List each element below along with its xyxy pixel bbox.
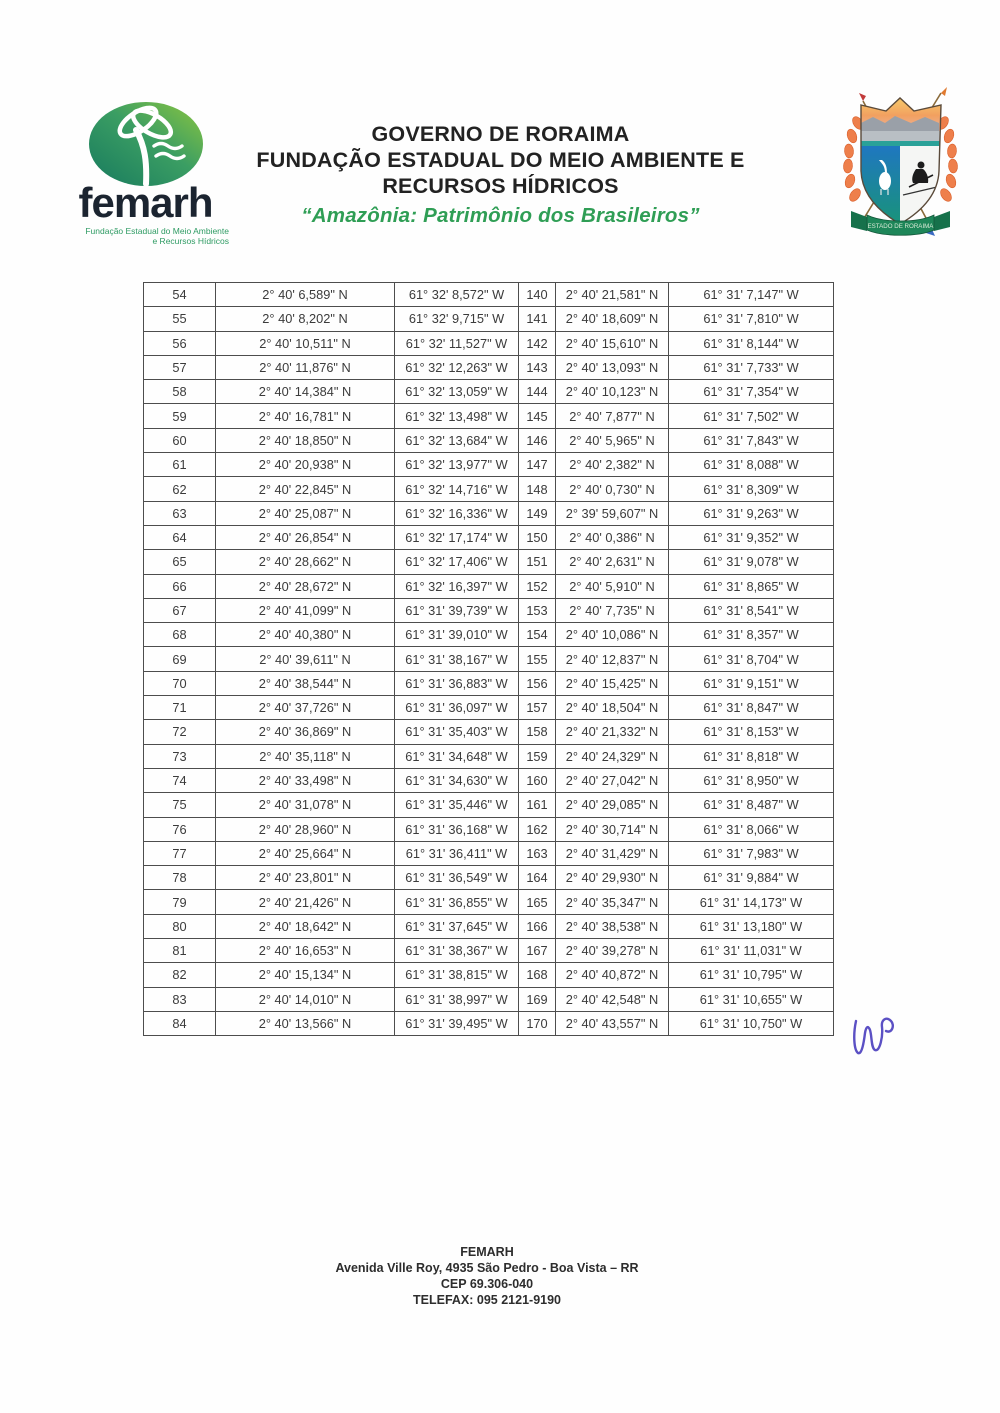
table-cell: 61° 31' 8,704" W <box>669 647 834 671</box>
table-cell: 2° 40' 21,332" N <box>556 720 669 744</box>
roraima-coat-of-arms-icon <box>833 83 968 238</box>
table-cell: 2° 40' 16,781" N <box>216 404 395 428</box>
table-row <box>144 574 834 598</box>
table-cell: 61° 31' 9,263" W <box>669 501 834 525</box>
table-row <box>144 963 834 987</box>
footer-address: Avenida Ville Roy, 4935 São Pedro - Boa Vista – RR <box>335 1261 639 1275</box>
table-row <box>144 380 834 404</box>
table-row <box>144 428 834 452</box>
table-cell: 61° 31' 36,549" W <box>395 866 519 890</box>
table-cell: 2° 40' 18,609" N <box>556 307 669 331</box>
table-cell: 61° 31' 7,733" W <box>669 355 834 379</box>
table-cell: 73 <box>144 744 216 768</box>
table-cell: 62 <box>144 477 216 501</box>
table-cell: 61° 31' 8,309" W <box>669 477 834 501</box>
table-cell: 2° 40' 24,329" N <box>556 744 669 768</box>
table-cell: 2° 40' 25,087" N <box>216 501 395 525</box>
table-row <box>144 696 834 720</box>
table-cell: 54 <box>144 283 216 307</box>
table-cell: 2° 40' 21,581" N <box>556 283 669 307</box>
table-cell: 61° 31' 36,097" W <box>395 696 519 720</box>
table-cell: 61° 32' 12,263" W <box>395 355 519 379</box>
table-cell: 61° 31' 36,883" W <box>395 671 519 695</box>
table-cell: 61° 31' 39,739" W <box>395 598 519 622</box>
table-cell: 71 <box>144 696 216 720</box>
table-cell: 61° 31' 34,630" W <box>395 768 519 792</box>
table-cell: 2° 40' 10,511" N <box>216 331 395 355</box>
table-cell: 74 <box>144 768 216 792</box>
roraima-coat-of-arms <box>833 83 968 238</box>
table-cell: 61° 32' 13,977" W <box>395 453 519 477</box>
table-cell: 2° 40' 28,960" N <box>216 817 395 841</box>
table-cell: 2° 40' 12,837" N <box>556 647 669 671</box>
table-cell: 142 <box>519 331 556 355</box>
table-cell: 61° 32' 13,498" W <box>395 404 519 428</box>
table-cell: 2° 40' 30,714" N <box>556 817 669 841</box>
table-cell: 2° 40' 2,382" N <box>556 453 669 477</box>
table-cell: 61° 32' 11,527" W <box>395 331 519 355</box>
table-cell: 61° 32' 13,684" W <box>395 428 519 452</box>
table-cell: 2° 39' 59,607" N <box>556 501 669 525</box>
table-row <box>144 817 834 841</box>
table-cell: 61° 31' 10,655" W <box>669 987 834 1011</box>
table-cell: 79 <box>144 890 216 914</box>
table-cell: 60 <box>144 428 216 452</box>
table-cell: 165 <box>519 890 556 914</box>
table-cell: 2° 40' 41,099" N <box>216 598 395 622</box>
table-cell: 144 <box>519 380 556 404</box>
table-cell: 2° 40' 33,498" N <box>216 768 395 792</box>
femarh-caption <box>58 226 233 246</box>
table-cell: 64 <box>144 525 216 549</box>
table-cell: 2° 40' 16,653" N <box>216 939 395 963</box>
table-cell: 61° 31' 7,502" W <box>669 404 834 428</box>
table-cell: 61 <box>144 453 216 477</box>
table-cell: 61° 31' 38,367" W <box>395 939 519 963</box>
table-cell: 2° 40' 15,134" N <box>216 963 395 987</box>
table-cell: 61° 31' 10,750" W <box>669 1011 834 1035</box>
table-cell: 61° 32' 16,397" W <box>395 574 519 598</box>
table-cell: 2° 40' 18,642" N <box>216 914 395 938</box>
table-cell: 2° 40' 15,425" N <box>556 671 669 695</box>
table-row <box>144 744 834 768</box>
table-cell: 76 <box>144 817 216 841</box>
table-cell: 61° 32' 14,716" W <box>395 477 519 501</box>
table-cell: 2° 40' 27,042" N <box>556 768 669 792</box>
table-cell: 61° 31' 8,487" W <box>669 793 834 817</box>
femarh-logo <box>58 100 233 246</box>
table-cell: 61° 31' 8,865" W <box>669 574 834 598</box>
table-cell: 145 <box>519 404 556 428</box>
table-cell: 65 <box>144 550 216 574</box>
table-cell: 2° 40' 14,384" N <box>216 380 395 404</box>
table-cell: 61° 31' 36,855" W <box>395 890 519 914</box>
table-row <box>144 1011 834 1035</box>
table-row <box>144 939 834 963</box>
table-cell: 2° 40' 5,965" N <box>556 428 669 452</box>
table-row <box>144 987 834 1011</box>
table-cell: 75 <box>144 793 216 817</box>
table-row <box>144 623 834 647</box>
table-cell: 61° 31' 35,446" W <box>395 793 519 817</box>
table-cell: 150 <box>519 525 556 549</box>
table-cell: 2° 40' 20,938" N <box>216 453 395 477</box>
table-cell: 82 <box>144 963 216 987</box>
table-cell: 61° 31' 7,843" W <box>669 428 834 452</box>
table-cell: 83 <box>144 987 216 1011</box>
footer-org-name: FEMARH <box>460 1245 514 1259</box>
table-cell: 160 <box>519 768 556 792</box>
table-cell: 61° 31' 8,144" W <box>669 331 834 355</box>
table-cell: 143 <box>519 355 556 379</box>
table-cell: 61° 31' 8,950" W <box>669 768 834 792</box>
table-cell: 61° 31' 36,168" W <box>395 817 519 841</box>
table-cell: 63 <box>144 501 216 525</box>
table-cell: 147 <box>519 453 556 477</box>
table-cell: 2° 40' 29,085" N <box>556 793 669 817</box>
table-cell: 81 <box>144 939 216 963</box>
table-cell: 80 <box>144 914 216 938</box>
table-cell: 61° 32' 16,336" W <box>395 501 519 525</box>
table-cell: 61° 31' 39,010" W <box>395 623 519 647</box>
table-cell: 61° 31' 8,357" W <box>669 623 834 647</box>
table-cell: 55 <box>144 307 216 331</box>
table-row <box>144 331 834 355</box>
table-cell: 166 <box>519 914 556 938</box>
table-cell: 2° 40' 38,538" N <box>556 914 669 938</box>
table-cell: 156 <box>519 671 556 695</box>
coat-of-arms-banner-text: ESTADO DE RORAIMA <box>867 223 934 230</box>
table-cell: 154 <box>519 623 556 647</box>
table-cell: 61° 31' 8,818" W <box>669 744 834 768</box>
table-cell: 2° 40' 11,876" N <box>216 355 395 379</box>
table-cell: 169 <box>519 987 556 1011</box>
table-cell: 2° 40' 35,347" N <box>556 890 669 914</box>
table-cell: 2° 40' 22,845" N <box>216 477 395 501</box>
handwritten-ink-mark <box>848 1005 900 1069</box>
table-cell: 61° 31' 7,354" W <box>669 380 834 404</box>
table-cell: 61° 32' 8,572" W <box>395 283 519 307</box>
table-row <box>144 866 834 890</box>
table-cell: 2° 40' 40,872" N <box>556 963 669 987</box>
table-row <box>144 283 834 307</box>
table-cell: 155 <box>519 647 556 671</box>
table-cell: 2° 40' 13,566" N <box>216 1011 395 1035</box>
table-cell: 2° 40' 37,726" N <box>216 696 395 720</box>
table-cell: 69 <box>144 647 216 671</box>
table-row <box>144 671 834 695</box>
table-cell: 167 <box>519 939 556 963</box>
table-cell: 61° 31' 9,151" W <box>669 671 834 695</box>
table-cell: 152 <box>519 574 556 598</box>
table-row <box>144 914 834 938</box>
table-cell: 2° 40' 15,610" N <box>556 331 669 355</box>
table-cell: 61° 32' 13,059" W <box>395 380 519 404</box>
table-cell: 2° 40' 40,380" N <box>216 623 395 647</box>
table-cell: 2° 40' 28,662" N <box>216 550 395 574</box>
table-cell: 2° 40' 5,910" N <box>556 574 669 598</box>
table-cell: 61° 31' 38,815" W <box>395 963 519 987</box>
footer <box>0 1244 974 1308</box>
table-cell: 61° 31' 9,884" W <box>669 866 834 890</box>
table-cell: 159 <box>519 744 556 768</box>
table-cell: 61° 31' 13,180" W <box>669 914 834 938</box>
table-cell: 61° 31' 8,088" W <box>669 453 834 477</box>
table-row <box>144 841 834 865</box>
table-cell: 163 <box>519 841 556 865</box>
footer-cep: CEP 69.306-040 <box>440 1277 534 1291</box>
femarh-wordmark: femarh <box>78 179 213 226</box>
table-cell: 57 <box>144 355 216 379</box>
table-cell: 164 <box>519 866 556 890</box>
table-row <box>144 647 834 671</box>
table-cell: 61° 32' 17,174" W <box>395 525 519 549</box>
table-cell: 157 <box>519 696 556 720</box>
femarh-caption-line2: e Recursos Hídricos <box>152 236 229 247</box>
table-row <box>144 768 834 792</box>
table-cell: 2° 40' 8,202" N <box>216 307 395 331</box>
table-cell: 2° 40' 31,078" N <box>216 793 395 817</box>
table-row <box>144 720 834 744</box>
table-cell: 151 <box>519 550 556 574</box>
coordinates-table-body <box>144 283 834 1036</box>
table-row <box>144 890 834 914</box>
table-row <box>144 598 834 622</box>
table-cell: 148 <box>519 477 556 501</box>
table-cell: 2° 40' 18,504" N <box>556 696 669 720</box>
letterhead-titles <box>228 122 773 228</box>
table-cell: 77 <box>144 841 216 865</box>
table-cell: 84 <box>144 1011 216 1035</box>
table-cell: 61° 31' 37,645" W <box>395 914 519 938</box>
table-row <box>144 307 834 331</box>
table-cell: 68 <box>144 623 216 647</box>
table-cell: 61° 31' 14,173" W <box>669 890 834 914</box>
table-cell: 59 <box>144 404 216 428</box>
table-cell: 72 <box>144 720 216 744</box>
table-cell: 170 <box>519 1011 556 1035</box>
table-cell: 61° 31' 8,541" W <box>669 598 834 622</box>
table-cell: 2° 40' 36,869" N <box>216 720 395 744</box>
table-row <box>144 550 834 574</box>
table-cell: 67 <box>144 598 216 622</box>
table-cell: 149 <box>519 501 556 525</box>
table-cell: 2° 40' 2,631" N <box>556 550 669 574</box>
table-row <box>144 355 834 379</box>
table-cell: 2° 40' 21,426" N <box>216 890 395 914</box>
table-cell: 66 <box>144 574 216 598</box>
org-title-line1: GOVERNO DE RORAIMA <box>371 122 630 146</box>
table-row <box>144 453 834 477</box>
table-cell: 2° 40' 0,730" N <box>556 477 669 501</box>
table-cell: 61° 31' 36,411" W <box>395 841 519 865</box>
table-cell: 2° 40' 31,429" N <box>556 841 669 865</box>
table-cell: 61° 31' 7,810" W <box>669 307 834 331</box>
table-cell: 162 <box>519 817 556 841</box>
table-cell: 2° 40' 23,801" N <box>216 866 395 890</box>
table-cell: 2° 40' 13,093" N <box>556 355 669 379</box>
table-cell: 61° 31' 34,648" W <box>395 744 519 768</box>
table-cell: 61° 31' 35,403" W <box>395 720 519 744</box>
org-title-line2: FUNDAÇÃO ESTADUAL DO MEIO AMBIENTE E <box>256 147 745 172</box>
table-cell: 61° 31' 10,795" W <box>669 963 834 987</box>
table-cell: 140 <box>519 283 556 307</box>
table-cell: 2° 40' 29,930" N <box>556 866 669 890</box>
table-cell: 153 <box>519 598 556 622</box>
org-title-line3: RECURSOS HÍDRICOS <box>382 173 619 198</box>
table-cell: 61° 31' 38,167" W <box>395 647 519 671</box>
table-row <box>144 501 834 525</box>
table-cell: 161 <box>519 793 556 817</box>
table-cell: 78 <box>144 866 216 890</box>
femarh-caption-line1: Fundação Estadual do Meio Ambiente <box>85 226 229 236</box>
table-row <box>144 793 834 817</box>
table-cell: 2° 40' 25,664" N <box>216 841 395 865</box>
table-cell: 2° 40' 7,735" N <box>556 598 669 622</box>
table-cell: 141 <box>519 307 556 331</box>
table-cell: 2° 40' 14,010" N <box>216 987 395 1011</box>
table-cell: 2° 40' 39,611" N <box>216 647 395 671</box>
table-cell: 61° 31' 38,997" W <box>395 987 519 1011</box>
table-cell: 2° 40' 10,086" N <box>556 623 669 647</box>
table-cell: 70 <box>144 671 216 695</box>
table-cell: 2° 40' 18,850" N <box>216 428 395 452</box>
table-cell: 61° 31' 8,066" W <box>669 817 834 841</box>
table-cell: 58 <box>144 380 216 404</box>
footer-telefax: TELEFAX: 095 2121-9190 <box>413 1293 561 1307</box>
table-cell: 2° 40' 7,877" N <box>556 404 669 428</box>
table-cell: 2° 40' 6,589" N <box>216 283 395 307</box>
table-cell: 61° 31' 8,847" W <box>669 696 834 720</box>
table-row <box>144 404 834 428</box>
table-cell: 2° 40' 35,118" N <box>216 744 395 768</box>
table-row <box>144 525 834 549</box>
table-cell: 2° 40' 26,854" N <box>216 525 395 549</box>
table-cell: 158 <box>519 720 556 744</box>
table-cell: 61° 31' 9,078" W <box>669 550 834 574</box>
table-cell: 2° 40' 39,278" N <box>556 939 669 963</box>
table-cell: 56 <box>144 331 216 355</box>
table-cell: 2° 40' 28,672" N <box>216 574 395 598</box>
table-cell: 61° 31' 7,147" W <box>669 283 834 307</box>
table-cell: 61° 32' 17,406" W <box>395 550 519 574</box>
table-cell: 168 <box>519 963 556 987</box>
table-cell: 2° 40' 43,557" N <box>556 1011 669 1035</box>
table-cell: 2° 40' 10,123" N <box>556 380 669 404</box>
table-cell: 61° 31' 11,031" W <box>669 939 834 963</box>
table-cell: 61° 32' 9,715" W <box>395 307 519 331</box>
coordinates-table <box>143 282 834 1036</box>
table-cell: 61° 31' 7,983" W <box>669 841 834 865</box>
table-cell: 2° 40' 0,386" N <box>556 525 669 549</box>
table-cell: 2° 40' 38,544" N <box>216 671 395 695</box>
table-cell: 146 <box>519 428 556 452</box>
table-cell: 61° 31' 8,153" W <box>669 720 834 744</box>
table-cell: 61° 31' 9,352" W <box>669 525 834 549</box>
org-slogan: “Amazônia: Patrimônio dos Brasileiros” <box>301 204 700 228</box>
table-cell: 61° 31' 39,495" W <box>395 1011 519 1035</box>
table-cell: 2° 40' 42,548" N <box>556 987 669 1011</box>
table-row <box>144 477 834 501</box>
femarh-plant-icon <box>86 100 206 188</box>
